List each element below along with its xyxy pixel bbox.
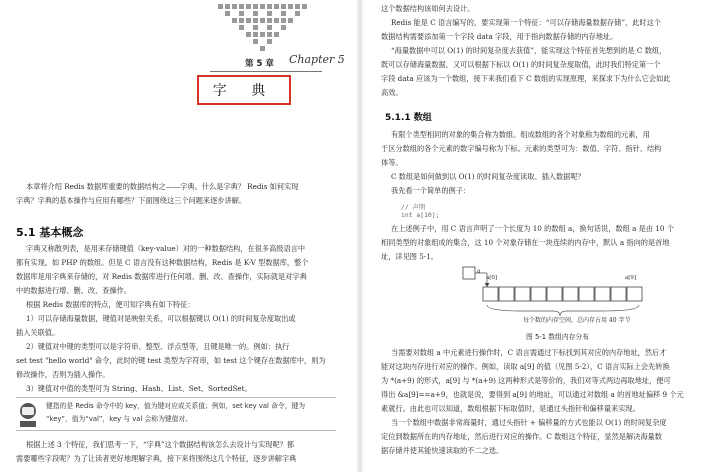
- ornament-dot: [253, 39, 258, 44]
- ornament-dot: [288, 18, 293, 23]
- chapter-title-highlight: [197, 75, 291, 105]
- body-line: 址，详见图 5-1。: [381, 252, 438, 261]
- ornament-dot: [274, 32, 279, 37]
- ornament-dot: [239, 25, 244, 30]
- ornament-dot: [295, 4, 300, 9]
- ornament-dot: [225, 11, 230, 16]
- ornament-dot: [281, 11, 286, 16]
- body-line: 当需要对数组 a 中元素进行操作时，C 语言需通过下标找到其对应的内存地址，然后才: [391, 348, 667, 357]
- body-line: 我先看一个简单的例子：: [391, 186, 471, 195]
- body-line: 能对这块内存进行对应的操作。例如，读取 a[9] 的值（见图 5-2），C 语言实际上会先转换: [381, 362, 670, 371]
- body-line: 字典又称散列表，是用来存储键值（key-value）对的一种数据结构，在很多高级语言中: [26, 244, 306, 253]
- chapter-rule: [210, 71, 322, 72]
- body-line: set test "hello world" 命令，此时的键 test 类型为字符串，如 test 这个键存在数据库中，则为: [16, 356, 326, 365]
- note-line: 键指的是 Redis 命令中的 key，值为键对应或关系值；例如，set key val 命令，键为: [46, 402, 306, 410]
- ornament-dot: [295, 11, 300, 16]
- note-icon: [16, 401, 40, 429]
- ornament-dot: [246, 32, 251, 37]
- body-line: “海量数据中可以 O(1) 的时间复杂度去获值”，能实现这个特征首先想到的是 C 数组，: [391, 46, 667, 55]
- ornament-dot: [281, 4, 286, 9]
- intro-line: 本章将介绍 Redis 数据库重要的数据结构之——字典。什么是字典？ Redis 如何实现: [26, 182, 299, 191]
- chapter-title: 字 典: [212, 83, 276, 99]
- memory-brace: [487, 305, 639, 316]
- ornament-dot: [239, 4, 244, 9]
- pointer-box: [463, 267, 475, 279]
- left-page: [0, 0, 357, 472]
- right-page: [363, 0, 720, 472]
- array-cell: [595, 287, 610, 301]
- pointer-arrowhead: [485, 283, 490, 287]
- body-line: C 数组是如何做到以 O(1) 的时间复杂度读取、插入数据呢？: [391, 172, 585, 181]
- ornament-dot: [253, 4, 258, 9]
- closing-line: 需要哪些字段呢？为了让读者更好地理解字典，接下来将围绕这几个特征，逐步讲解字典: [16, 454, 297, 463]
- array-cells: [483, 287, 642, 301]
- ornament-dot: [260, 32, 265, 37]
- ornament-dot: [274, 18, 279, 23]
- body-line: 定位到数据所在的内存地址，然后进行对应的操作。C 数组这个特征，显然是解决海量数: [381, 432, 662, 441]
- ornament-dot: [260, 18, 265, 23]
- body-line: 数据库是用字典来存储的，对 Redis 数据库进行任何增、删、改、查操作，实际就是对字典: [16, 272, 307, 281]
- note-bottom-rule: [16, 430, 336, 431]
- subsection-title: 5.1.1 数组: [385, 113, 432, 123]
- body-line: 高效。: [381, 88, 403, 97]
- ornament-dot: [253, 18, 258, 23]
- body-line: 数据结构需要添加第一个字段 data 字段，用于指向数据存储的内存地址。: [381, 32, 618, 41]
- ornament-dot: [267, 18, 272, 23]
- body-line: 既可以存储海量数据，又可以根据下标以 O(1) 的时间复杂度取值，此时我们特定第一个: [381, 60, 661, 69]
- last-cell-label: a[9]: [625, 275, 637, 281]
- ornament-dot: [232, 4, 237, 9]
- body-line: 修改操作，否则为插入操作。: [16, 370, 110, 379]
- ornament-dot: [260, 4, 265, 9]
- ornament-dot: [253, 25, 258, 30]
- body-line: 体等。: [381, 158, 403, 167]
- body-line: 当一个数组中数据非常海量时，通过头指针 + 偏移量的方式也能以 O(1) 的时间复杂度: [391, 418, 667, 427]
- ornament-dot: [253, 32, 258, 37]
- body-line: 插入关联值。: [16, 328, 60, 337]
- chapter-script-label: Chapter 5: [289, 53, 345, 66]
- ornament-dot: [239, 18, 244, 23]
- note-line: “key”，值为“val”，key 与 val 会称为键值对。: [46, 415, 193, 423]
- figure-caption: 图 5-1 数组内存分布: [526, 333, 590, 341]
- ornament-dot: [225, 4, 230, 9]
- ornament-dot: [246, 18, 251, 23]
- ornament-dot: [218, 4, 223, 9]
- ornament-dot: [274, 4, 279, 9]
- ornament-dot: [239, 11, 244, 16]
- ornament-dot: [267, 11, 272, 16]
- code-line: int a[10];: [401, 211, 440, 219]
- chapter-number: 第 5 章: [245, 59, 274, 69]
- body-line: 2）键值对中键的类型可以是字符串、整型、浮点型等，且键是唯一的。例如：执行: [26, 342, 290, 351]
- ornament-dot: [267, 39, 272, 44]
- ornament-dot: [267, 25, 272, 30]
- body-line: 1）可以存储海量数据，键值对是映射关系，可以根据键以 O(1) 的时间复杂度取出或: [26, 314, 296, 323]
- array-cell: [483, 287, 498, 301]
- body-line: 根据 Redis 数据库的特点，便可知字典有如下特征：: [26, 300, 195, 309]
- closing-line: 根据上述 3 个特征，我们思考一下，“字典”这个数据结构该怎么去设计与实现呢？都: [26, 440, 295, 449]
- ornament-dot: [232, 18, 237, 23]
- body-line: 于区分数组的各个元素的数字编号称为下标。元素的类型可为：数值、字符、指针、结构: [381, 144, 662, 153]
- ornament-dot: [260, 46, 265, 51]
- array-cell: [515, 287, 530, 301]
- ornament-dot: [281, 18, 286, 23]
- array-cell: [611, 287, 626, 301]
- note-top-rule: [16, 397, 336, 398]
- body-line: 都有实现，如 PHP 的数组。但是 C 语言没有这种数据结构，Redis 是 K-V 型数据库，整个: [16, 258, 309, 267]
- body-line: 字段 data 应该为一个数组，接下来我们看下 C 数组的实现原理，来探求下为什么它会如此: [381, 74, 671, 83]
- array-cell: [579, 287, 594, 301]
- ornament-dot: [288, 4, 293, 9]
- body-line: 得出 &a[9]==a+9，也就是说，要得到 a[9] 的地址，可以通过对数组 a 的首地址偏移 9 个元: [381, 390, 684, 399]
- array-cell: [499, 287, 514, 301]
- ornament-dot: [267, 4, 272, 9]
- body-line: 在上述例子中，用 C 语言声明了一个长度为 10 的数组 a，换句话说，数组 a 是由 10 个: [391, 224, 674, 233]
- array-cell: [627, 287, 642, 301]
- array-var-label: a: [477, 268, 481, 275]
- section-title: 5.1 基本概念: [16, 226, 84, 239]
- body-line: 素就行。由此也可以知道，数组根据下标取值时，是通过头指针和偏移量来实现。: [381, 404, 640, 413]
- array-cell: [531, 287, 546, 301]
- ornament-dot: [267, 32, 272, 37]
- body-line: Redis 能是 C 语言编写的，要实现第一个特征：“可以存储海量数据存储”，此时这个: [391, 18, 661, 27]
- ornament-dot: [281, 25, 286, 30]
- array-cell: [563, 287, 578, 301]
- code-comment: // 声明: [401, 203, 426, 211]
- array-cell: [547, 287, 562, 301]
- body-line: 据存储并使其能快速读取的不二之选。: [381, 446, 504, 455]
- brace-caption: 每个数的内存空间，总内存占用 40 字节: [523, 317, 631, 324]
- chapter-ornament: [218, 4, 308, 54]
- body-line: 为 *(a+9) 的形式，a[9] 与 *(a+9) 这两种形式是等价的，我们对等式两边再取地址，便可: [381, 376, 671, 385]
- body-line: 有限个类型相同的对象的集合称为数组。组成数组的各个对象称为数组的元素，用: [391, 130, 650, 139]
- body-line: 中的数据进行增、删、改、查操作。: [16, 286, 132, 295]
- ornament-dot: [246, 4, 251, 9]
- body-line: 3）键值对中值的类型可为 String、Hash、List、Set、SortedSet。: [26, 384, 252, 393]
- first-cell-label: a[0]: [486, 275, 498, 281]
- ornament-dot: [302, 4, 307, 9]
- body-line: 这个数据结构该如何去设计。: [381, 4, 475, 13]
- ornament-dot: [253, 11, 258, 16]
- body-line: 相同类型的对象组成的集合，这 10 个对象存储在一块连续的内存中，默认 a 指向的是首地: [381, 238, 670, 247]
- intro-line: 字典？字典的基本操作与应用有哪些？下面围绕这三个问题来逐步讲解。: [16, 196, 247, 205]
